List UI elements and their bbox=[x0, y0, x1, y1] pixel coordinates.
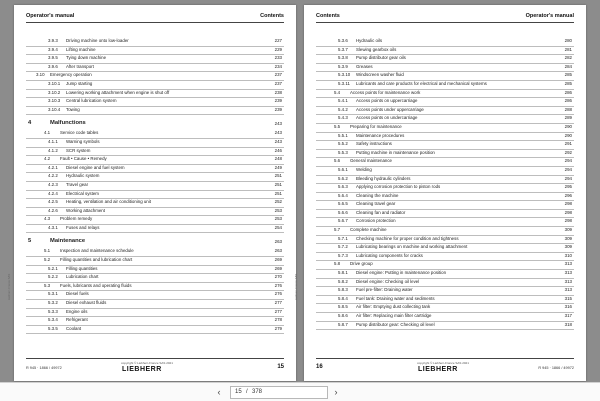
toc-title: Access points on uppercarriage bbox=[356, 98, 418, 104]
toc-page: 286 bbox=[564, 98, 572, 104]
header-title: Operator's manual bbox=[525, 13, 574, 19]
toc-page: 284 bbox=[564, 63, 572, 69]
toc-num: 3.10 bbox=[36, 72, 45, 78]
toc-num: 5.8 bbox=[334, 261, 341, 267]
toc-num: 5.3.10 bbox=[338, 72, 351, 78]
toc-title: Malfunctions bbox=[50, 120, 86, 127]
toc-num: 4.3 bbox=[44, 216, 51, 222]
toc-num: 3.10.3 bbox=[48, 98, 61, 104]
toc-entry[interactable] bbox=[316, 64, 574, 73]
toc-entry[interactable] bbox=[316, 261, 574, 270]
toc-entry[interactable] bbox=[26, 274, 284, 283]
toc-num: 5.5 bbox=[334, 123, 341, 129]
toc-entry[interactable] bbox=[316, 158, 574, 167]
toc-num: 5.1 bbox=[44, 248, 51, 254]
toc-page: 246 bbox=[274, 147, 282, 153]
toc-title: Refrigerant bbox=[66, 317, 88, 323]
toc-page: 263 bbox=[274, 239, 282, 245]
toc-title: After transport bbox=[66, 63, 94, 69]
toc-entry[interactable] bbox=[316, 210, 574, 219]
toc-page: 270 bbox=[274, 274, 282, 280]
toc-title: Windscreen washer fluid bbox=[356, 72, 404, 78]
toc-entry[interactable] bbox=[316, 287, 574, 296]
toc-entry[interactable] bbox=[316, 184, 574, 193]
toc-entry[interactable] bbox=[316, 322, 574, 331]
toc-num: 3.10.1 bbox=[48, 80, 61, 86]
right-page bbox=[304, 5, 586, 381]
toc-title: Filling quantities and lubrication chart bbox=[60, 257, 133, 263]
toc-title: Access points under uppercarriage bbox=[356, 106, 424, 112]
toc-page: 294 bbox=[564, 175, 572, 181]
toc-page: 294 bbox=[564, 158, 572, 164]
toc-title: Warning symbols bbox=[66, 138, 100, 144]
toc-entry[interactable] bbox=[26, 165, 284, 174]
current-page-input[interactable]: 15 bbox=[235, 389, 242, 395]
toc-num: 4.2.6 bbox=[48, 207, 58, 213]
toc-page: 251 bbox=[274, 181, 282, 187]
toc-num: 4.2.2 bbox=[48, 173, 58, 179]
toc-title: Diesel engine: Checking oil level bbox=[356, 278, 420, 284]
toc-entry[interactable] bbox=[26, 130, 284, 139]
toc-num: 4.2.4 bbox=[48, 190, 58, 196]
brand-logo: LIEBHERR bbox=[122, 366, 162, 373]
toc-num: 4.3.1 bbox=[48, 224, 58, 230]
toc-title: Pump distributor gear: Checking oil level bbox=[356, 321, 435, 327]
toc-page: 252 bbox=[274, 199, 282, 205]
toc-page: 313 bbox=[564, 278, 572, 284]
toc-entry[interactable] bbox=[316, 124, 574, 133]
toc-page: 239 bbox=[274, 98, 282, 104]
toc-title: Lowering working attachment when engine is shut off bbox=[66, 89, 170, 95]
toc-page: 276 bbox=[274, 291, 282, 297]
header-section: Contents bbox=[260, 13, 284, 19]
toc-num: 5.7.1 bbox=[338, 235, 348, 241]
toc-entry[interactable] bbox=[26, 72, 284, 81]
left-page bbox=[14, 5, 296, 381]
toc-title: Air filter: Emptying dust collecting tank bbox=[356, 304, 431, 310]
toc-page: 298 bbox=[564, 209, 572, 215]
toc-num: 5.3.3 bbox=[48, 308, 58, 314]
toc-page: 318 bbox=[564, 321, 572, 327]
toc-num: 4.1 bbox=[44, 130, 51, 136]
toc-title: Problem remedy bbox=[60, 216, 93, 222]
toc-title: Diesel fuels bbox=[66, 291, 89, 297]
toc-entry[interactable] bbox=[316, 72, 574, 81]
footer-code: R 945 · 1866 / 49972 bbox=[26, 366, 62, 370]
toc-page: 263 bbox=[274, 248, 282, 254]
toc-page: 229 bbox=[274, 46, 282, 52]
toc-entry[interactable] bbox=[316, 270, 574, 279]
toc-entry[interactable] bbox=[26, 148, 284, 157]
toc-page: 269 bbox=[274, 265, 282, 271]
toc-entry[interactable] bbox=[26, 47, 284, 56]
toc-title: Pump distributor gear oils bbox=[356, 55, 406, 61]
toc-page: 278 bbox=[274, 317, 282, 323]
toc-entry[interactable] bbox=[316, 304, 574, 313]
page-footer bbox=[26, 358, 284, 375]
toc-num: 5.6.1 bbox=[338, 166, 348, 172]
toc-title: Safety instructions bbox=[356, 141, 392, 147]
toc-num: 4 bbox=[28, 120, 32, 127]
toc-page: 313 bbox=[564, 261, 572, 267]
brand-logo: LIEBHERR bbox=[418, 366, 458, 373]
toc-title: Hydraulic oils bbox=[356, 38, 383, 43]
toc-num: 5.3.8 bbox=[338, 55, 348, 61]
toc-entry[interactable] bbox=[316, 279, 574, 288]
toc-title: Fuses and relays bbox=[66, 224, 100, 230]
toc-list bbox=[26, 38, 284, 334]
footer-copyright: copyright © Liebherr-France SAS 2021 bbox=[417, 361, 469, 365]
toc-page: 285 bbox=[564, 80, 572, 86]
toc-chapter[interactable] bbox=[26, 237, 284, 248]
toc-entry[interactable] bbox=[26, 191, 284, 200]
toc-entry[interactable] bbox=[26, 81, 284, 90]
toc-title: Fuel pre-filter: Draining water bbox=[356, 287, 413, 293]
toc-entry[interactable] bbox=[26, 107, 284, 116]
toc-page: 281 bbox=[564, 46, 572, 52]
toc-entry[interactable] bbox=[316, 150, 574, 159]
toc-entry[interactable] bbox=[26, 257, 284, 266]
toc-title: Fuels, lubricants and operating fluids bbox=[60, 282, 132, 288]
toc-page: 227 bbox=[274, 38, 282, 43]
toc-title: Lubricating bearings on machine and working attachment bbox=[356, 244, 468, 250]
toc-page: 292 bbox=[564, 149, 572, 155]
toc-page: 277 bbox=[274, 308, 282, 314]
toc-page: 295 bbox=[564, 184, 572, 190]
toc-num: 5.6.3 bbox=[338, 184, 348, 190]
toc-entry[interactable] bbox=[316, 296, 574, 305]
toc-num: 5.3.9 bbox=[338, 63, 348, 69]
toc-num: 5.7.3 bbox=[338, 252, 348, 258]
toc-num: 5.4.2 bbox=[338, 106, 348, 112]
toc-page: 298 bbox=[564, 201, 572, 207]
toc-num: 5.7.2 bbox=[338, 244, 348, 250]
toc-num: 5.6.6 bbox=[338, 209, 348, 215]
toc-entry[interactable] bbox=[26, 64, 284, 73]
toc-num: 3.9.5 bbox=[48, 55, 58, 61]
toc-entry[interactable] bbox=[316, 193, 574, 202]
toc-num: 4.2.5 bbox=[48, 199, 58, 205]
toc-num: 5.6.5 bbox=[338, 201, 348, 207]
toc-entry[interactable] bbox=[316, 115, 574, 124]
toc-title: Emergency operation bbox=[50, 72, 92, 78]
toc-num: 5.3.7 bbox=[338, 46, 348, 52]
toc-page: 243 bbox=[274, 138, 282, 144]
toc-title: Tying down machine bbox=[66, 55, 107, 61]
toc-page: 253 bbox=[274, 207, 282, 213]
toc-title: Inspection and maintenance schedule bbox=[60, 248, 134, 254]
toc-num: 4.1.1 bbox=[48, 138, 58, 144]
toc-entry[interactable] bbox=[316, 107, 574, 116]
toc-num: 5.2 bbox=[44, 257, 51, 263]
toc-title: Diesel engine: Putting in maintenance position bbox=[356, 270, 447, 276]
toc-title: Driving machine onto low-loader bbox=[66, 38, 129, 43]
toc-title: Hydraulic system bbox=[66, 173, 100, 179]
toc-title: Maintenance procedures bbox=[356, 132, 405, 138]
toc-page: 238 bbox=[274, 89, 282, 95]
toc-title: Fault • Cause • Remedy bbox=[60, 156, 107, 162]
toc-page: 234 bbox=[274, 63, 282, 69]
toc-entry[interactable] bbox=[316, 167, 574, 176]
toc-page: 298 bbox=[564, 218, 572, 224]
toc-page: 309 bbox=[564, 227, 572, 233]
toc-page: 286 bbox=[564, 89, 572, 95]
toc-title: Bleeding hydraulic cylinders bbox=[356, 175, 411, 181]
toc-entry[interactable] bbox=[316, 90, 574, 99]
toc-entry[interactable] bbox=[26, 208, 284, 217]
toc-page: 237 bbox=[274, 72, 282, 78]
toc-title: Corrosion protection bbox=[356, 218, 396, 224]
toc-page: 309 bbox=[564, 244, 572, 250]
toc-title: Drive group bbox=[350, 261, 373, 267]
toc-title: Access points for maintenance work bbox=[350, 89, 421, 95]
toc-num: 5.4.1 bbox=[338, 98, 348, 104]
toc-num: 5.8.7 bbox=[338, 321, 348, 327]
page-header bbox=[26, 13, 284, 23]
toc-page: 290 bbox=[564, 123, 572, 129]
toc-entry[interactable] bbox=[316, 38, 574, 47]
toc-entry[interactable] bbox=[26, 300, 284, 309]
viewer-toolbar bbox=[0, 382, 600, 401]
toc-num: 3.10.2 bbox=[48, 89, 61, 95]
toc-num: 5.2.1 bbox=[48, 265, 58, 271]
toc-page: 251 bbox=[274, 173, 282, 179]
toc-entry[interactable] bbox=[26, 248, 284, 257]
toc-entry[interactable] bbox=[316, 218, 574, 227]
header-title: Operator's manual bbox=[26, 13, 75, 19]
side-text: Liebherr-France SAS bbox=[7, 273, 11, 300]
toc-title: Putting machine in maintenance position bbox=[356, 149, 435, 155]
toc-title: Air filter: Replacing main filter cartridge bbox=[356, 313, 432, 318]
toc-page: 313 bbox=[564, 270, 572, 276]
toc-num: 5.5.2 bbox=[338, 141, 348, 147]
toc-page: 279 bbox=[274, 325, 282, 331]
toc-page: 280 bbox=[564, 38, 572, 43]
header-section: Contents bbox=[316, 13, 340, 19]
toc-page: 248 bbox=[274, 156, 282, 162]
toc-num: 4.2.1 bbox=[48, 164, 58, 170]
toc-page: 315 bbox=[564, 295, 572, 301]
toc-entry[interactable] bbox=[316, 201, 574, 210]
toc-title: Preparing for maintenance bbox=[350, 123, 402, 129]
toc-title: Heating, ventilation and air conditioning unit bbox=[66, 199, 151, 205]
toc-title: Cleaning fan and radiator bbox=[356, 209, 406, 215]
toc-entry[interactable] bbox=[26, 156, 284, 165]
toc-num: 5.3.5 bbox=[48, 325, 58, 331]
toc-entry[interactable] bbox=[316, 253, 574, 262]
toc-num: 3.9.4 bbox=[48, 46, 58, 52]
toc-page: 233 bbox=[274, 55, 282, 61]
toc-page: 290 bbox=[564, 132, 572, 138]
toc-num: 5.8.2 bbox=[338, 278, 348, 284]
toc-entry[interactable] bbox=[26, 55, 284, 64]
toc-entry[interactable] bbox=[316, 98, 574, 107]
toc-entry[interactable] bbox=[316, 236, 574, 245]
toc-num: 3.10.4 bbox=[48, 106, 61, 112]
toc-page: 239 bbox=[274, 106, 282, 112]
toc-title: Welding bbox=[356, 166, 372, 172]
toc-page: 316 bbox=[564, 304, 572, 310]
toc-num: 5.3.2 bbox=[48, 300, 58, 306]
toc-title: Working attachment bbox=[66, 207, 105, 213]
toc-title: Central lubrication system bbox=[66, 98, 117, 104]
toc-page: 289 bbox=[564, 115, 572, 121]
toc-title: SCR system bbox=[66, 147, 91, 153]
page-indicator[interactable] bbox=[230, 386, 328, 399]
toc-num: 5.8.3 bbox=[338, 287, 348, 293]
toc-page: 296 bbox=[564, 192, 572, 198]
toc-title: Lifting machine bbox=[66, 46, 96, 52]
toc-title: Access points on undercarriage bbox=[356, 115, 418, 121]
toc-title: Electrical system bbox=[66, 190, 99, 196]
toc-num: 5.5.3 bbox=[338, 149, 348, 155]
toc-page: 291 bbox=[564, 141, 572, 147]
toc-entry[interactable] bbox=[26, 283, 284, 292]
toc-chapter[interactable] bbox=[26, 119, 284, 130]
toc-title: Fuel tank: Draining water and sediments bbox=[356, 295, 435, 301]
toc-title: Maintenance bbox=[50, 238, 86, 245]
toc-num: 4.1.2 bbox=[48, 147, 58, 153]
toc-num: 5.3.4 bbox=[48, 317, 58, 323]
toc-title: Coolant bbox=[66, 325, 82, 331]
toc-page: 313 bbox=[564, 287, 572, 293]
toc-num: 5.2.2 bbox=[48, 274, 58, 280]
toc-num: 5.6.7 bbox=[338, 218, 348, 224]
toc-title: Travel gear bbox=[66, 181, 89, 187]
toc-page: 253 bbox=[274, 216, 282, 222]
toc-entry[interactable] bbox=[26, 90, 284, 99]
toc-num: 5.8.4 bbox=[338, 295, 348, 301]
toc-title: Engine oils bbox=[66, 308, 88, 314]
toc-title: Lubrication chart bbox=[66, 274, 99, 280]
toc-entry[interactable] bbox=[26, 291, 284, 300]
toc-num: 5.4 bbox=[334, 89, 341, 95]
page-number: 15 bbox=[277, 364, 284, 370]
toc-page: 276 bbox=[274, 282, 282, 288]
toc-title: Lubricants and care products for electrical and mechanical systems bbox=[356, 80, 487, 86]
chevron-left-icon[interactable]: ‹ bbox=[217, 387, 221, 397]
toc-title: Service code tables bbox=[60, 130, 99, 136]
toc-title: Applying corrosion protection to piston rods bbox=[356, 184, 441, 190]
toc-num: 5.6 bbox=[334, 158, 341, 164]
toc-page: 251 bbox=[274, 190, 282, 196]
toc-title: Towing bbox=[66, 106, 80, 112]
toc-page: 309 bbox=[564, 235, 572, 241]
toc-title: Diesel exhaust fluids bbox=[66, 300, 107, 306]
toc-page: 294 bbox=[564, 166, 572, 172]
page-footer bbox=[316, 358, 574, 375]
toc-page: 282 bbox=[564, 55, 572, 61]
toc-num: 5.6.2 bbox=[338, 175, 348, 181]
toc-entry[interactable] bbox=[26, 317, 284, 326]
toc-num: 5.5.1 bbox=[338, 132, 348, 138]
toc-num: 5.8.5 bbox=[338, 304, 348, 310]
toc-entry[interactable] bbox=[26, 326, 284, 335]
toc-list bbox=[316, 38, 574, 330]
toc-title: Cleaning the machine bbox=[356, 192, 399, 198]
toc-title: Jump starting bbox=[66, 80, 93, 86]
toc-page: 285 bbox=[564, 72, 572, 78]
toc-entry[interactable] bbox=[26, 199, 284, 208]
toc-num: 3.9.3 bbox=[48, 38, 58, 43]
toc-entry[interactable] bbox=[316, 313, 574, 322]
toc-entry[interactable] bbox=[316, 227, 574, 236]
toc-num: 5.4.3 bbox=[338, 115, 348, 121]
toc-num: 5.3 bbox=[44, 282, 51, 288]
toc-entry[interactable] bbox=[26, 266, 284, 275]
toc-page: 243 bbox=[274, 121, 282, 127]
toc-page: 310 bbox=[564, 252, 572, 258]
toc-page: 277 bbox=[274, 300, 282, 306]
toc-num: 5.3.6 bbox=[338, 38, 348, 43]
toc-page: 269 bbox=[274, 257, 282, 263]
side-text: Liebherr-France SAS bbox=[294, 273, 298, 300]
toc-num: 5.6.4 bbox=[338, 192, 348, 198]
toc-num: 5.3.11 bbox=[338, 80, 350, 86]
page-header bbox=[316, 13, 574, 23]
toc-num: 5.3.1 bbox=[48, 291, 58, 297]
toc-entry[interactable] bbox=[26, 98, 284, 107]
toc-num: 5.7 bbox=[334, 227, 341, 233]
toc-num: 4.2 bbox=[44, 156, 51, 162]
toc-entry[interactable] bbox=[316, 47, 574, 56]
footer-code: R 945 · 1866 / 49972 bbox=[538, 366, 574, 370]
toc-entry[interactable] bbox=[26, 182, 284, 191]
toc-entry[interactable] bbox=[316, 81, 574, 90]
footer-copyright: copyright © Liebherr-France SAS 2021 bbox=[121, 361, 173, 365]
toc-num: 5 bbox=[28, 238, 32, 245]
toc-page: 317 bbox=[564, 313, 572, 318]
chevron-right-icon[interactable]: › bbox=[334, 387, 338, 397]
toc-num: 3.9.6 bbox=[48, 63, 58, 69]
toc-entry[interactable] bbox=[26, 225, 284, 234]
page-number: 16 bbox=[316, 364, 323, 370]
toc-entry[interactable] bbox=[26, 139, 284, 148]
toc-entry[interactable] bbox=[316, 244, 574, 253]
toc-title: Cleaning travel gear bbox=[356, 201, 396, 207]
toc-page: 288 bbox=[564, 106, 572, 112]
toc-entry[interactable] bbox=[316, 133, 574, 142]
toc-title: Lubricating components for cracks bbox=[356, 252, 423, 258]
toc-entry[interactable] bbox=[26, 216, 284, 225]
toc-num: 5.8.1 bbox=[338, 270, 348, 276]
toc-entry[interactable] bbox=[316, 55, 574, 64]
toc-title: Greases bbox=[356, 63, 373, 69]
toc-page: 249 bbox=[274, 164, 282, 170]
toc-page: 254 bbox=[274, 224, 282, 230]
toc-title: General maintenance bbox=[350, 158, 392, 164]
toc-entry[interactable] bbox=[316, 176, 574, 185]
toc-title: Filling quantities bbox=[66, 265, 98, 271]
toc-entry[interactable] bbox=[26, 309, 284, 318]
toc-title: Slewing gearbox oils bbox=[356, 46, 397, 52]
toc-title: Diesel engine and fuel system bbox=[66, 164, 125, 170]
toc-num: 4.2.3 bbox=[48, 181, 58, 187]
page-separator: / bbox=[246, 389, 248, 395]
toc-page: 237 bbox=[274, 80, 282, 86]
toc-page: 243 bbox=[274, 130, 282, 136]
toc-title: Complete machine bbox=[350, 227, 387, 233]
toc-entry[interactable] bbox=[316, 141, 574, 150]
toc-entry[interactable] bbox=[26, 173, 284, 182]
toc-num: 5.8.6 bbox=[338, 313, 348, 318]
toc-entry[interactable] bbox=[26, 38, 284, 47]
toc-title: Checking machine for proper condition and tightness bbox=[356, 235, 459, 241]
total-pages: 378 bbox=[252, 389, 263, 395]
